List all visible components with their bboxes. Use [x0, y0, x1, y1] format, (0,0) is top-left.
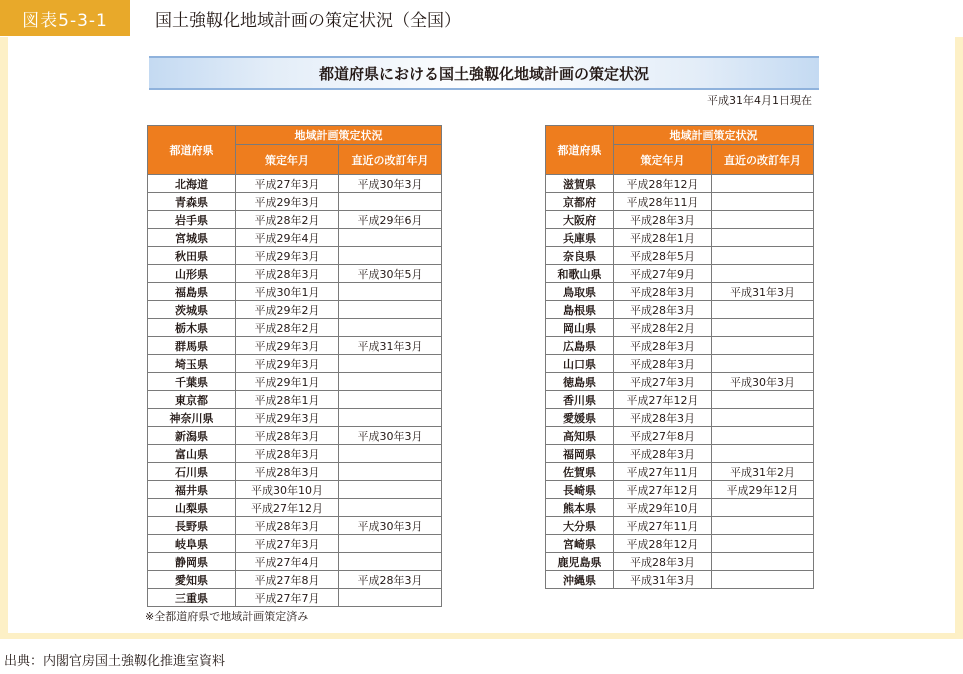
- prefecture-cell: 鹿児島県: [546, 553, 614, 571]
- revised-cell: [712, 445, 814, 463]
- revised-cell: [339, 445, 442, 463]
- revised-cell: [339, 481, 442, 499]
- prefecture-cell: 茨城県: [148, 301, 236, 319]
- table-row: [546, 517, 814, 535]
- revised-cell: [339, 589, 442, 607]
- table-row: [546, 571, 814, 589]
- established-cell: 平成27年9月: [614, 265, 712, 283]
- revised-cell: [339, 301, 442, 319]
- revised-cell: [712, 499, 814, 517]
- revised-cell: [339, 499, 442, 517]
- established-cell: 平成28年3月: [614, 211, 712, 229]
- revised-cell: [712, 229, 814, 247]
- revised-cell: [712, 553, 814, 571]
- prefecture-cell: 富山県: [148, 445, 236, 463]
- established-cell: 平成27年8月: [614, 427, 712, 445]
- revised-cell: [339, 229, 442, 247]
- established-cell: 平成27年12月: [236, 499, 339, 517]
- established-cell: 平成28年3月: [236, 517, 339, 535]
- figure-title: 国土強靱化地域計画の策定状況（全国）: [155, 10, 461, 31]
- table-row: [546, 265, 814, 283]
- established-cell: 平成28年11月: [614, 193, 712, 211]
- established-cell: 平成28年2月: [614, 319, 712, 337]
- established-cell: 平成28年12月: [614, 535, 712, 553]
- prefecture-cell: 青森県: [148, 193, 236, 211]
- table-row: [546, 481, 814, 499]
- table-row: [148, 571, 442, 589]
- header-revised: 直近の改訂年月: [339, 145, 442, 175]
- established-cell: 平成29年3月: [236, 193, 339, 211]
- table-row: [148, 373, 442, 391]
- established-cell: 平成29年10月: [614, 499, 712, 517]
- established-cell: 平成29年3月: [236, 409, 339, 427]
- table-row: [148, 337, 442, 355]
- prefecture-cell: 和歌山県: [546, 265, 614, 283]
- prefecture-cell: 佐賀県: [546, 463, 614, 481]
- header-established: 策定年月: [614, 145, 712, 175]
- established-cell: 平成27年4月: [236, 553, 339, 571]
- prefecture-cell: 岡山県: [546, 319, 614, 337]
- prefecture-cell: 長崎県: [546, 481, 614, 499]
- table-row: [148, 391, 442, 409]
- established-cell: 平成27年3月: [614, 373, 712, 391]
- revised-cell: [712, 319, 814, 337]
- established-cell: 平成28年1月: [614, 229, 712, 247]
- revised-cell: 平成31年2月: [712, 463, 814, 481]
- established-cell: 平成27年12月: [614, 481, 712, 499]
- revised-cell: 平成29年6月: [339, 211, 442, 229]
- prefecture-cell: 福岡県: [546, 445, 614, 463]
- left-table-body: [148, 175, 442, 607]
- prefecture-cell: 高知県: [546, 427, 614, 445]
- table-row: [148, 589, 442, 607]
- figure-panel: [0, 37, 963, 639]
- established-cell: 平成28年1月: [236, 391, 339, 409]
- prefecture-cell: 大阪府: [546, 211, 614, 229]
- table-row: [546, 211, 814, 229]
- established-cell: 平成28年3月: [236, 463, 339, 481]
- established-cell: 平成28年3月: [614, 301, 712, 319]
- table-row: [148, 247, 442, 265]
- established-cell: 平成28年3月: [236, 265, 339, 283]
- left-prefecture-table: [147, 125, 442, 607]
- prefecture-cell: 宮崎県: [546, 535, 614, 553]
- table-row: [148, 265, 442, 283]
- prefecture-cell: 兵庫県: [546, 229, 614, 247]
- prefecture-cell: 千葉県: [148, 373, 236, 391]
- prefecture-cell: 愛知県: [148, 571, 236, 589]
- table-row: [148, 481, 442, 499]
- established-cell: 平成28年3月: [236, 445, 339, 463]
- table-row: [148, 499, 442, 517]
- revised-cell: 平成30年5月: [339, 265, 442, 283]
- prefecture-cell: 山梨県: [148, 499, 236, 517]
- source-citation: 出典：内閣官房国土強靱化推進室資料: [4, 654, 226, 669]
- revised-cell: 平成30年3月: [339, 517, 442, 535]
- established-cell: 平成27年11月: [614, 463, 712, 481]
- prefecture-cell: 山形県: [148, 265, 236, 283]
- revised-cell: [339, 409, 442, 427]
- revised-cell: [339, 535, 442, 553]
- table-row: [546, 373, 814, 391]
- established-cell: 平成29年4月: [236, 229, 339, 247]
- established-cell: 平成27年3月: [236, 175, 339, 193]
- prefecture-cell: 広島県: [546, 337, 614, 355]
- figure-content: [8, 37, 955, 633]
- prefecture-cell: 石川県: [148, 463, 236, 481]
- revised-cell: [339, 391, 442, 409]
- prefecture-cell: 宮城県: [148, 229, 236, 247]
- table-row: [546, 499, 814, 517]
- established-cell: 平成28年2月: [236, 211, 339, 229]
- established-cell: 平成28年12月: [614, 175, 712, 193]
- table-row: [148, 427, 442, 445]
- established-cell: 平成28年3月: [614, 409, 712, 427]
- established-cell: 平成28年5月: [614, 247, 712, 265]
- banner-title: 都道府県における国土強靱化地域計画の策定状況: [149, 56, 819, 90]
- revised-cell: [712, 391, 814, 409]
- established-cell: 平成28年2月: [236, 319, 339, 337]
- established-cell: 平成28年3月: [614, 337, 712, 355]
- table-row: [546, 247, 814, 265]
- table-row: [148, 193, 442, 211]
- header-plan-status: 地域計画策定状況: [614, 126, 814, 145]
- prefecture-cell: 岩手県: [148, 211, 236, 229]
- revised-cell: [712, 211, 814, 229]
- revised-cell: 平成28年3月: [339, 571, 442, 589]
- established-cell: 平成27年8月: [236, 571, 339, 589]
- header-prefecture: 都道府県: [148, 126, 236, 175]
- established-cell: 平成29年3月: [236, 337, 339, 355]
- established-cell: 平成29年2月: [236, 301, 339, 319]
- established-cell: 平成29年1月: [236, 373, 339, 391]
- revised-cell: [339, 247, 442, 265]
- prefecture-cell: 滋賀県: [546, 175, 614, 193]
- right-table-body: [546, 175, 814, 589]
- revised-cell: [712, 571, 814, 589]
- established-cell: 平成30年1月: [236, 283, 339, 301]
- established-cell: 平成30年10月: [236, 481, 339, 499]
- table-row: [546, 445, 814, 463]
- revised-cell: 平成30年3月: [339, 175, 442, 193]
- prefecture-cell: 鳥取県: [546, 283, 614, 301]
- header-revised: 直近の改訂年月: [712, 145, 814, 175]
- established-cell: 平成28年3月: [614, 283, 712, 301]
- revised-cell: [339, 355, 442, 373]
- revised-cell: [712, 535, 814, 553]
- table-row: [148, 463, 442, 481]
- prefecture-cell: 山口県: [546, 355, 614, 373]
- prefecture-cell: 徳島県: [546, 373, 614, 391]
- table-row: [148, 517, 442, 535]
- right-prefecture-table: [545, 125, 814, 589]
- revised-cell: [712, 301, 814, 319]
- header-prefecture: 都道府県: [546, 126, 614, 175]
- prefecture-cell: 熊本県: [546, 499, 614, 517]
- figure-label: 図表5-3-1: [0, 0, 130, 36]
- table-row: [148, 409, 442, 427]
- revised-cell: [339, 193, 442, 211]
- table-row: [148, 211, 442, 229]
- as-of-date: 平成31年4月1日現在: [707, 94, 812, 107]
- prefecture-cell: 東京都: [148, 391, 236, 409]
- table-row: [546, 409, 814, 427]
- table-row: [148, 301, 442, 319]
- header-established: 策定年月: [236, 145, 339, 175]
- established-cell: 平成28年3月: [614, 355, 712, 373]
- prefecture-cell: 静岡県: [148, 553, 236, 571]
- table-row: [546, 553, 814, 571]
- prefecture-cell: 群馬県: [148, 337, 236, 355]
- revised-cell: [712, 175, 814, 193]
- prefecture-cell: 香川県: [546, 391, 614, 409]
- established-cell: 平成28年3月: [614, 553, 712, 571]
- prefecture-cell: 愛媛県: [546, 409, 614, 427]
- header-plan-status: 地域計画策定状況: [236, 126, 442, 145]
- revised-cell: [712, 193, 814, 211]
- revised-cell: [339, 553, 442, 571]
- table-row: [546, 193, 814, 211]
- table-row: [148, 319, 442, 337]
- revised-cell: [339, 283, 442, 301]
- table-row: [148, 283, 442, 301]
- revised-cell: [712, 409, 814, 427]
- prefecture-cell: 三重県: [148, 589, 236, 607]
- prefecture-cell: 栃木県: [148, 319, 236, 337]
- table-row: [546, 337, 814, 355]
- revised-cell: [712, 247, 814, 265]
- table-row: [546, 283, 814, 301]
- table-row: [546, 175, 814, 193]
- revised-cell: [339, 463, 442, 481]
- prefecture-cell: 岐阜県: [148, 535, 236, 553]
- figure-header: [0, 0, 963, 36]
- revised-cell: [712, 517, 814, 535]
- established-cell: 平成28年3月: [236, 427, 339, 445]
- revised-cell: [339, 319, 442, 337]
- established-cell: 平成28年3月: [614, 445, 712, 463]
- prefecture-cell: 大分県: [546, 517, 614, 535]
- revised-cell: 平成29年12月: [712, 481, 814, 499]
- table-row: [148, 445, 442, 463]
- revised-cell: [712, 337, 814, 355]
- established-cell: 平成27年3月: [236, 535, 339, 553]
- established-cell: 平成27年7月: [236, 589, 339, 607]
- table-row: [546, 535, 814, 553]
- prefecture-cell: 京都府: [546, 193, 614, 211]
- table-row: [546, 229, 814, 247]
- table-row: [148, 535, 442, 553]
- table-row: [148, 553, 442, 571]
- established-cell: 平成27年11月: [614, 517, 712, 535]
- table-row: [546, 301, 814, 319]
- revised-cell: 平成30年3月: [339, 427, 442, 445]
- established-cell: 平成31年3月: [614, 571, 712, 589]
- prefecture-cell: 沖縄県: [546, 571, 614, 589]
- prefecture-cell: 福井県: [148, 481, 236, 499]
- prefecture-cell: 秋田県: [148, 247, 236, 265]
- table-row: [148, 175, 442, 193]
- table-row: [148, 355, 442, 373]
- prefecture-cell: 島根県: [546, 301, 614, 319]
- table-row: [546, 355, 814, 373]
- prefecture-cell: 新潟県: [148, 427, 236, 445]
- prefecture-cell: 北海道: [148, 175, 236, 193]
- established-cell: 平成29年3月: [236, 355, 339, 373]
- table-row: [546, 463, 814, 481]
- revised-cell: 平成30年3月: [712, 373, 814, 391]
- table-row: [546, 391, 814, 409]
- prefecture-cell: 福島県: [148, 283, 236, 301]
- prefecture-cell: 神奈川県: [148, 409, 236, 427]
- established-cell: 平成29年3月: [236, 247, 339, 265]
- table-row: [546, 319, 814, 337]
- prefecture-cell: 長野県: [148, 517, 236, 535]
- revised-cell: [712, 355, 814, 373]
- revised-cell: [339, 373, 442, 391]
- prefecture-cell: 奈良県: [546, 247, 614, 265]
- prefecture-cell: 埼玉県: [148, 355, 236, 373]
- revised-cell: 平成31年3月: [712, 283, 814, 301]
- revised-cell: [712, 427, 814, 445]
- revised-cell: 平成31年3月: [339, 337, 442, 355]
- table-row: [148, 229, 442, 247]
- footnote: ※全都道府県で地域計画策定済み: [145, 610, 309, 623]
- table-row: [546, 427, 814, 445]
- established-cell: 平成27年12月: [614, 391, 712, 409]
- revised-cell: [712, 265, 814, 283]
